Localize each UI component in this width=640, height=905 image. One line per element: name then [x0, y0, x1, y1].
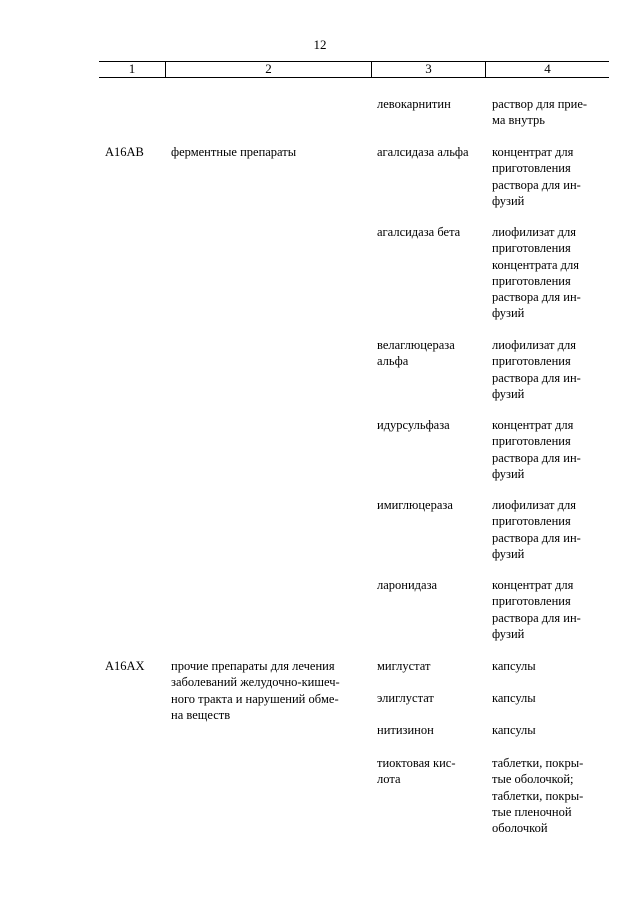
dosage-form: концентрат для приготовления раствора для ин- фузий [492, 418, 581, 481]
drug-name: левокарнитин [377, 97, 451, 111]
drug-name: агалсидаза альфа [377, 145, 469, 159]
header-col-3: 3 [371, 62, 485, 77]
drug-name: ларонидаза [377, 578, 438, 592]
header-col-2: 2 [165, 62, 371, 77]
atc-group: ферментные препараты [171, 145, 297, 159]
drug-name: велаглюцераза альфа [377, 338, 455, 369]
atc-group: прочие препараты для лечения заболеваний желудочно-кишеч- ного тракта и нарушений обме- на веществ [171, 659, 340, 722]
atc-code: A16AB [105, 145, 144, 159]
dosage-form: лиофилизат для приготовления концентрата для приготовления раствора для ин- фузий [492, 225, 581, 321]
table-header-row [99, 61, 609, 78]
drug-name: агалсидаза бета [377, 225, 461, 239]
header-col-1: 1 [128, 61, 136, 76]
drug-name: элиглустат [377, 691, 434, 705]
dosage-form: лиофилизат для приготовления раствора для ин- фузий [492, 338, 581, 401]
atc-code: A16AX [105, 659, 145, 673]
dosage-form: таблетки, покры- тые оболочкой; таблетки, покры- тые пленочной оболочкой [492, 756, 584, 836]
dosage-form: капсулы [492, 691, 536, 705]
dosage-form: раствор для прие- ма внутрь [492, 97, 588, 128]
dosage-form: лиофилизат для приготовления раствора для ин- фузий [492, 498, 581, 561]
dosage-form: концентрат для приготовления раствора для ин- фузий [492, 578, 581, 641]
header-col-4: 4 [485, 62, 609, 77]
drug-name: идурсульфаза [377, 418, 450, 432]
page-number: 12 [313, 37, 327, 52]
drug-name: тиоктовая кис- лота [377, 756, 456, 787]
drug-name: нитизинон [377, 723, 434, 737]
dosage-form: капсулы [492, 659, 536, 673]
dosage-form: концентрат для приготовления раствора для ин- фузий [492, 145, 581, 208]
drug-name: имиглюцераза [377, 498, 453, 512]
drug-name: миглустат [377, 659, 431, 673]
dosage-form: капсулы [492, 723, 536, 737]
